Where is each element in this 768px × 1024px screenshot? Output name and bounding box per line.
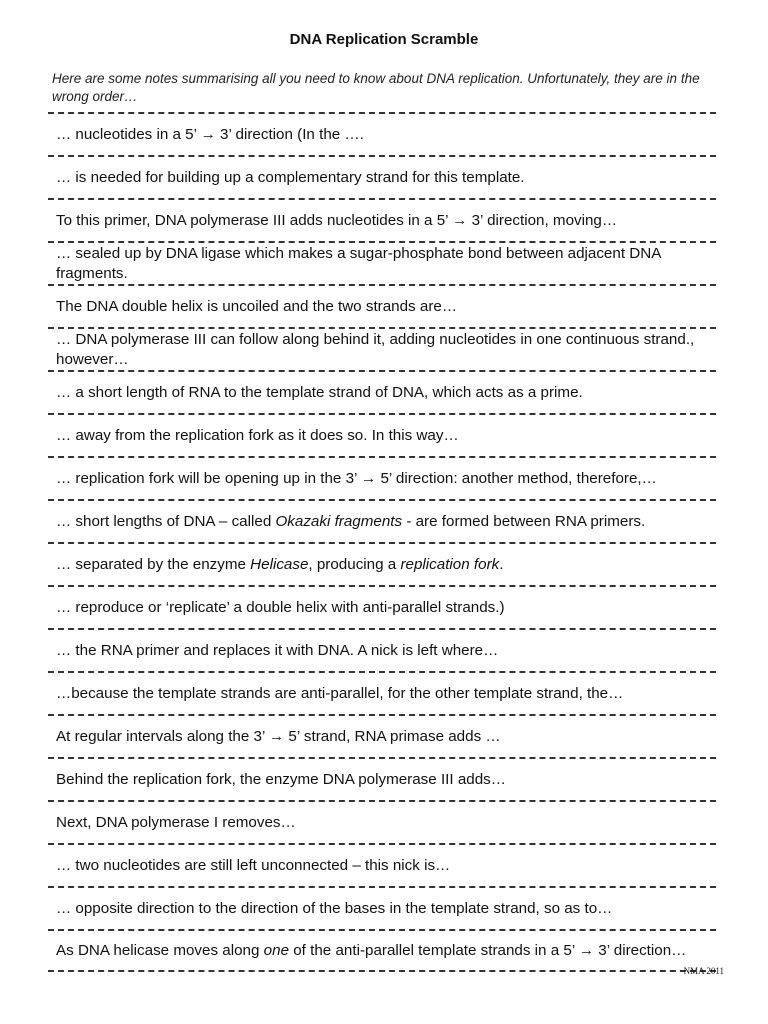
text-segment: , producing a bbox=[308, 555, 401, 573]
text-segment: - are formed between RNA primers. bbox=[402, 512, 646, 530]
strip-text bbox=[56, 125, 712, 145]
text-segment: … DNA polymerase III can follow along behind it, adding nucleotides in one continuous strand., however… bbox=[56, 330, 695, 368]
strip-text bbox=[56, 426, 712, 446]
text-segment: … reproduce or ‘replicate’ a double helix with anti-parallel strands.) bbox=[56, 598, 505, 616]
emphasis-text: Helicase bbox=[250, 555, 309, 573]
strip-text bbox=[56, 469, 712, 489]
text-segment: . bbox=[499, 555, 504, 573]
strip-text bbox=[56, 813, 712, 833]
text-segment: …because the template strands are anti-parallel, for the other template strand, the… bbox=[56, 684, 624, 702]
strip-item bbox=[48, 413, 716, 456]
strip-item bbox=[48, 800, 716, 843]
strip-item bbox=[48, 284, 716, 327]
page-title: DNA Replication Scramble bbox=[289, 31, 479, 48]
strip-item bbox=[48, 585, 716, 628]
strip-text bbox=[56, 941, 712, 961]
strip-item bbox=[48, 671, 716, 714]
emphasis-text: Okazaki fragments bbox=[275, 512, 403, 530]
strip-text bbox=[56, 598, 712, 618]
emphasis-text: one bbox=[263, 941, 290, 959]
strip-text bbox=[56, 244, 712, 284]
strip-item bbox=[48, 155, 716, 198]
strip-text bbox=[56, 727, 712, 747]
text-segment: of the anti-parallel template strands in a 5’ → 3’ direction… bbox=[289, 941, 687, 959]
text-segment: … separated by the enzyme bbox=[56, 555, 251, 573]
strip-text bbox=[56, 856, 712, 876]
strip-item bbox=[48, 327, 716, 370]
strip-text bbox=[56, 770, 712, 790]
strip-item bbox=[48, 370, 716, 413]
text-segment: Behind the replication fork, the enzyme DNA polymerase III adds… bbox=[56, 770, 506, 788]
text-segment: Next, DNA polymerase I removes… bbox=[56, 813, 296, 831]
intro-text: Here are some notes summarising all you need to know about DNA replication. Unfortunately, they are in the wrong order… bbox=[52, 71, 700, 104]
strip-item bbox=[48, 112, 716, 155]
text-segment: … opposite direction to the direction of the bases in the template strand, so as to… bbox=[56, 899, 613, 917]
strip-text bbox=[56, 641, 712, 661]
text-segment: … replication fork will be opening up in the 3’ → 5’ direction: another method, therefore,… bbox=[56, 469, 657, 487]
strip-item bbox=[48, 198, 716, 241]
strip-item bbox=[48, 499, 716, 542]
strip-text bbox=[56, 168, 712, 188]
text-segment: … the RNA primer and replaces it with DNA. A nick is left where… bbox=[56, 641, 499, 659]
strip-item bbox=[48, 628, 716, 671]
text-segment: The DNA double helix is uncoiled and the two strands are… bbox=[56, 297, 458, 315]
text-segment: … nucleotides in a 5’ → 3’ direction (In the …. bbox=[56, 125, 364, 143]
text-segment: To this primer, DNA polymerase III adds nucleotides in a 5’ → 3’ direction, moving… bbox=[56, 211, 618, 229]
strip-text bbox=[56, 383, 712, 403]
strip-item bbox=[48, 542, 716, 585]
footer-credit: NMA 2011 bbox=[683, 966, 724, 976]
strip-text bbox=[56, 297, 712, 317]
strip-item bbox=[48, 714, 716, 757]
strip-text bbox=[56, 330, 712, 370]
strip-text bbox=[56, 512, 712, 532]
strip-text bbox=[56, 211, 712, 231]
strip-item bbox=[48, 843, 716, 886]
text-segment: … away from the replication fork as it does so. In this way… bbox=[56, 426, 459, 444]
emphasis-text: replication fork bbox=[400, 555, 500, 573]
text-segment: … a short length of RNA to the template strand of DNA, which acts as a prime. bbox=[56, 383, 583, 401]
text-segment: As DNA helicase moves along bbox=[56, 941, 264, 959]
strip-item bbox=[48, 241, 716, 284]
strip-text bbox=[56, 684, 712, 704]
strip-text bbox=[56, 899, 712, 919]
strip-item bbox=[48, 456, 716, 499]
strip-item bbox=[48, 757, 716, 800]
text-segment: … two nucleotides are still left unconnected – this nick is… bbox=[56, 856, 451, 874]
text-segment: At regular intervals along the 3’ → 5’ strand, RNA primase adds … bbox=[56, 727, 501, 745]
strip-list bbox=[48, 112, 716, 972]
text-segment: … sealed up by DNA ligase which makes a sugar-phosphate bond between adjacent DNA fragments. bbox=[56, 244, 661, 282]
strip-item bbox=[48, 886, 716, 929]
text-segment: … short lengths of DNA – called bbox=[56, 512, 276, 530]
strip-item bbox=[48, 929, 716, 972]
strip-text bbox=[56, 555, 712, 575]
text-segment: … is needed for building up a complementary strand for this template. bbox=[56, 168, 525, 186]
